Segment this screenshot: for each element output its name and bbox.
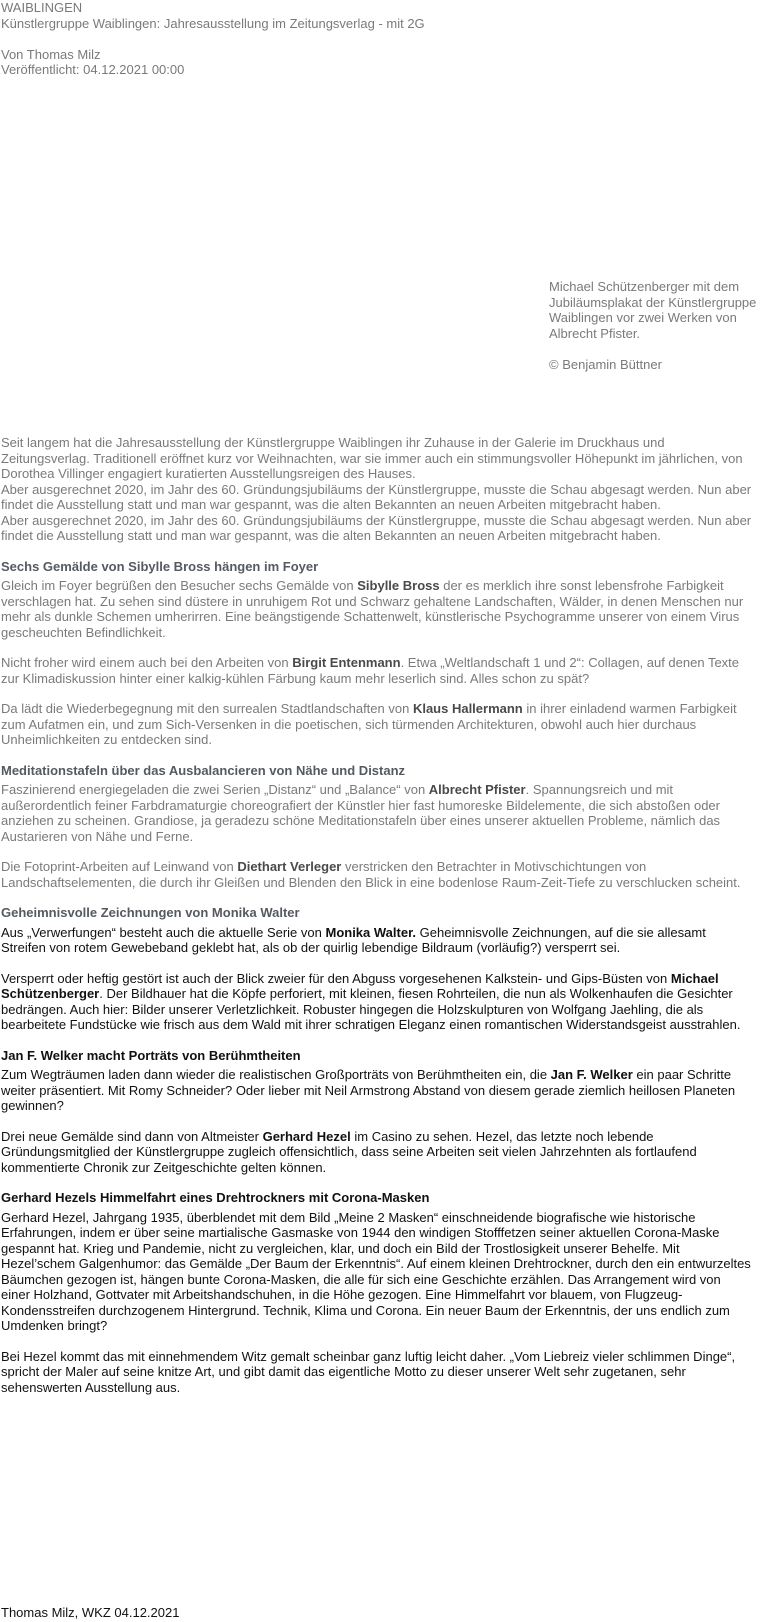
artist-name: Gerhard Hezel (262, 1128, 351, 1144)
paragraph-welker: Zum Wegträumen laden dann wieder die realistischen Großporträts von Berühmtheiten ein, die Jan F. Welker ein paar Schritte weiter präsentiert. Mit Romy Schneider? Oder lieber mit Neil Armstrong Abstand von diesem gerade ziemlich heillosen Planeten gewinnen? (1, 1067, 736, 1113)
intro-paragraph-2: Aber ausgerechnet 2020, im Jahr des 60. Gründungsjubiläums der Künstlergruppe, musste die Schau abgesagt werden. Nun aber findet die Ausstellung statt und man war gespannt, was die alten Bekannten an neuen Arbeiten mitgebracht haben. (1, 481, 752, 512)
intro-paragraph-1: Seit langem hat die Jahresausstellung der Künstlergruppe Waiblingen ihr Zuhause in der Galerie im Druckhaus und Zeitungsverlag. Traditionell eröffnet kurz vor Weihnachten, war sie immer auch ein stimmungsvoller Höhepunkt im jährlichen, von Dorothea Villinger engagiert kuratierten Ausstellungsreigen des Hauses. (1, 435, 743, 481)
caption-text: Michael Schützenberger mit dem Jubiläumsplakat der Künstlergruppe Waiblingen vor zwei Werken von Albrecht Pfister. (549, 279, 757, 341)
paragraph-bross: Gleich im Foyer begrüßen den Besucher sechs Gemälde von Sibylle Bross der es merklich ihre sonst lebensfrohe Farbigkeit verschlagen hat. Zu sehen sind düstere in unruhigem Rot und Schwarz gehaltene Landschaften, Wälder, in denen Menschen nur mehr als dunkle Schemen umherirren. Eine beängstigende Schattenwelt, künstlerische Psychogramme unserer von einem Virus gescheuchten Befindlichkeit. (1, 578, 744, 640)
paragraph-walter: Aus „Verwerfungen“ besteht auch die aktuelle Serie von Monika Walter. Geheimnisvolle Zeichnungen, auf die sie allesamt Streifen von rotem Gewebeband geklebt hat, als ob der quirlig lebendige Bildraum (vorläufig?) versperrt sei. (1, 924, 706, 955)
paragraph-pfister: Faszinierend energiegeladen die zwei Serien „Distanz“ und „Balance“ von Albrecht Pfister. Spannungsreich und mit außerordentlich feiner Farbdramaturgie choreografiert der Künstler hier fast humoreske Bildelemente, die sich abstoßen oder anziehen zu scheinen. Grandiose, ja geradezu schöne Meditationstafeln über eines unserer aktuellen Probleme, nämlich das Austarieren von Nähe und Ferne. (1, 782, 721, 844)
location-label: WAIBLINGEN (1, 0, 83, 15)
section-heading-bross: Sechs Gemälde von Sibylle Bross hängen im Foyer (1, 558, 319, 574)
headline: Künstlergruppe Waiblingen: Jahresausstellung im Zeitungsverlag - mit 2G (1, 15, 425, 31)
section-heading-welker: Jan F. Welker macht Porträts von Berühmtheiten (1, 1047, 301, 1063)
artist-name: Klaus Hallermann (412, 701, 523, 716)
artist-name: Albrecht Pfister (428, 782, 526, 797)
author-signature: Thomas Milz, WKZ 04.12.2021 (1, 1605, 180, 1620)
paragraph-hezel-intro: Drei neue Gemälde sind dann von Altmeister Gerhard Hezel im Casino zu sehen. Hezel, das letzte noch lebende Gründungsmitglied der Künstlergruppe zugleich offensichtlich, dass seine Arbeiten seit vielen Jahrzehnten als fortlaufend kommentierte Chronik zur Zeitgeschichte gelten können. (1, 1128, 697, 1175)
article-header (1, 0, 753, 78)
article-page (1, 0, 757, 1620)
image-caption (549, 279, 759, 372)
section-heading-walter: Geheimnisvolle Zeichnungen von Monika Walter (1, 905, 300, 920)
section-heading-hezel: Gerhard Hezels Himmelfahrt eines Drehtrockners mit Corona-Masken (1, 1190, 430, 1205)
paragraph-verleger: Die Fotoprint-Arbeiten auf Leinwand von Diethart Verleger verstricken den Betrachter in Motivschichtungen von Landschaftselementen, die durch ihr Gleißen und Blenden den Blick in eine bodenlose Raum-Zeit-Tiefe zu verschlucken scheint. (1, 859, 741, 890)
paragraph-hezel-masks: Gerhard Hezel, Jahrgang 1935, überblendet mit dem Bild „Meine 2 Masken“ einschneidende biografische wie historische Erfahrungen, indem er über seine martialische Gasmaske von 1944 den windigen Stofffetzen seiner aktuellen Corona-Maske gespannt hat. Krieg und Pandemie, nicht zu vergleichen, klar, und doch ein Bild der Trostlosigkeit unserer Behelfe. Mit Hezel’schem Galgenhumor: das Gemälde „Der Baum der Erkenntnis“. Auf einem kleinen Drehtrockner, durch den ein entwurzeltes Bäumchen gezogen ist, hängen bunte Corona-Masken, die alle für sich eine Geschichte erzählen. Das Arrangement wird von einer Holzhand, Gottvater mit Arbeitshandschuhen, in die Höhe gezogen. Eine Himmelfahrt vor blauem, von Flugzeug-Kondensstreifen durchzogenem Hintergrund. Technik, Klima und Corona. Ein neuer Baum der Erkenntnis, der uns endlich zum Umdenken bringt? (1, 1209, 751, 1333)
paragraph-entenmann: Nicht froher wird einem auch bei den Arbeiten von Birgit Entenmann. Etwa „Weltlandschaft 1 und 2“: Collagen, auf denen Texte zur Klimadiskussion hinter einer kalkig-kühlen Färbung kaum mehr leserlich sind. Alles schon zu spät? (1, 655, 740, 686)
article-body (1, 435, 753, 1395)
author-line: Von Thomas Milz (1, 46, 101, 62)
section-heading-meditation: Meditationstafeln über das Ausbalancieren von Nähe und Distanz (1, 762, 406, 778)
artist-name: Birgit Entenmann (292, 655, 401, 670)
artist-name: Michael Schützenberger (1, 970, 719, 1001)
intro-paragraph-3: Aber ausgerechnet 2020, im Jahr des 60. Gründungsjubiläums der Künstlergruppe, musste die Schau abgesagt werden. Nun aber findet die Ausstellung statt und man war gespannt, was die alten Bekannten an neuen Arbeiten mitgebracht haben. (1, 512, 752, 543)
artist-name: Jan F. Welker (550, 1067, 633, 1082)
paragraph-hezel-closing: Bei Hezel kommt das mit einnehmendem Witz gemalt scheinbar ganz luftig leicht daher. „Vom Liebreiz vieler schlimmen Dinge“, spricht der Maler auf seine knitze Art, und gibt damit das eigentliche Motto zu dieser unserer Welt sehr zugetanen, sehr sehenswerten Ausstellung aus. (1, 1348, 736, 1395)
paragraph-hallermann: Da lädt die Wiederbegegnung mit den surrealen Stadtlandschaften von Klaus Hallermann in ihrer einladend warmen Farbigkeit zum Aufatmen ein, und zum Sich-Versenken in die poetischen, sich türmenden Architekturen, obwohl auch hier durchaus Unheimlichkeiten zu entdecken sind. (1, 701, 737, 747)
paragraph-schuetzenberger: Versperrt oder heftig gestört ist auch der Blick zweier für den Abguss vorgesehenen Kalkstein- und Gips-Büsten von Michael Schützenberger. Der Bildhauer hat die Köpfe perforiert, mit kleinen, fiesen Rohrteilen, die nun als Wolkenhaufen die Gesichter bedrängen. Auch hier: Bilder unserer Verletzlichkeit. Robuster hingegen die Holzskulpturen von Wolfgang Jaehling, die als bearbeitete Fundstücke wie frisch aus dem Wald mit ihrer schratigen Eleganz einen romantischen Widerstandsgeist ausstrahlen. (1, 970, 741, 1032)
artist-name: Diethart Verleger (237, 859, 342, 874)
artist-name: Sibylle Bross (357, 578, 440, 593)
artist-name: Monika Walter. (325, 924, 417, 940)
photo-credit: © Benjamin Büttner (549, 356, 662, 372)
published-date: Veröffentlicht: 04.12.2021 00:00 (1, 62, 185, 77)
